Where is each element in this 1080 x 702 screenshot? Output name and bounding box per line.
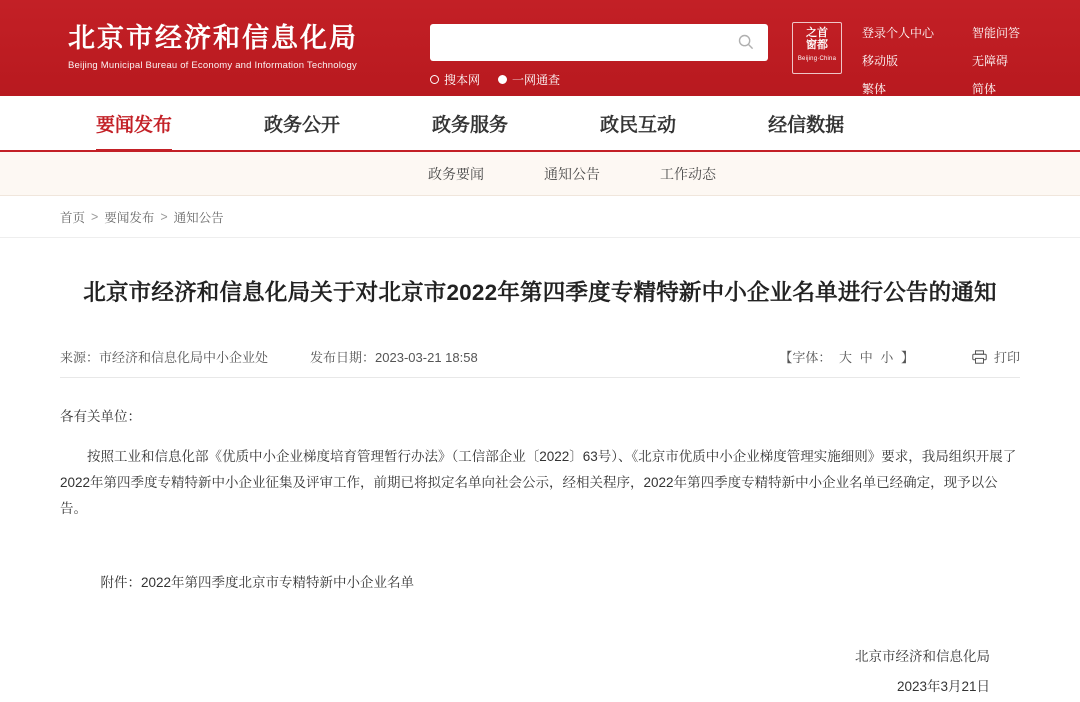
printer-icon [972,350,987,364]
emblem-text-cn [793,27,841,51]
site-logo-en: Beijing Municipal Bureau of Economy and Information Technology [68,60,357,71]
subnav-item-zhengwuyaowen[interactable]: 政务要闻 [428,165,484,182]
link-login-personal-center[interactable]: 登录个人中心 [862,26,935,40]
search-icon[interactable] [738,34,754,50]
breadcrumb-item-tongzhigonggao[interactable]: 通知公告 [173,210,224,225]
header-inner [0,0,1080,96]
main-navigation-inner [0,96,1080,150]
link-smart-qa[interactable]: 智能问答 [972,26,1021,40]
search-scope-option-site[interactable] [430,71,480,88]
subnav-item-tongzhigonggao[interactable]: 通知公告 [544,165,600,182]
article-paragraph: 各有关单位： [60,409,141,424]
link-accessibility[interactable]: 无障碍 [972,54,1009,68]
article-source [60,347,268,366]
font-size-tail: 】 [900,350,914,365]
nav-item-jingxinshuju[interactable]: 经信数据 [768,114,845,136]
signature-date: 2023年3月21日 [896,678,990,694]
article-date-value: 2023-03-21 18:58 [375,350,478,365]
radio-icon-selected [498,75,507,84]
radio-icon [430,75,439,84]
article-date-label: 发布日期： [310,350,376,365]
font-size-large[interactable]: 大 [839,350,853,365]
search-box[interactable] [430,24,768,61]
link-simplified-chinese[interactable]: 简体 [972,82,997,96]
font-size-small[interactable]: 小 [880,350,894,365]
capital-window-emblem[interactable] [792,22,842,74]
emblem-text-en: Beijing·China [797,56,837,62]
signature-org: 北京市经济和信息化局 [855,648,990,664]
font-size-label: 【字体： [779,350,832,365]
nav-item-zhengwugongkai[interactable]: 政务公开 [264,114,341,136]
search-area [430,24,770,88]
emblem-char-shou: 首 [817,27,828,39]
emblem-char-zhi: 之 [806,27,817,39]
search-scope-label-site: 搜本网 [444,73,481,87]
main-navigation [0,96,1080,152]
subnav-item-gongzuodongtai[interactable]: 工作动态 [660,165,716,182]
site-logo[interactable] [68,22,358,72]
search-scope-option-network[interactable] [498,71,560,88]
article-container [0,276,1080,702]
nav-item-yaowenfabu[interactable]: 要闻发布 [96,96,172,150]
article-source-value: 市经济和信息化局中小企业处 [99,350,269,365]
breadcrumb-separator: > [160,209,168,224]
print-button[interactable] [972,347,1020,366]
article-date [310,347,478,366]
breadcrumb-item-home[interactable]: 首页 [60,210,86,225]
link-mobile-version[interactable]: 移动版 [862,54,899,68]
link-traditional-chinese[interactable]: 繁体 [862,82,887,96]
search-scope-options [430,71,770,88]
article-body [60,404,1020,522]
emblem-char-chuang: 窗 [806,39,817,51]
emblem-char-du: 都 [817,39,828,51]
site-header [0,0,1080,96]
article-tools [777,347,1020,366]
article-signature [60,642,1020,702]
article-source-label: 来源： [60,350,100,365]
breadcrumb [0,196,1080,238]
header-utility-links [862,24,1020,97]
utility-links-column-1 [862,24,934,97]
page-title: 北京市经济和信息化局关于对北京市2022年第四季度专精特新中小企业名单进行公告的通知 [83,280,997,305]
breadcrumb-separator: > [91,209,99,224]
sub-navigation [0,152,1080,196]
search-scope-label-network: 一网通查 [512,73,561,87]
search-input[interactable] [442,25,732,60]
font-size-control [777,347,916,366]
nav-item-zhengminhudong[interactable]: 政民互动 [600,114,677,136]
breadcrumb-item-yaowenfabu[interactable]: 要闻发布 [104,210,155,225]
nav-item-zhengwufuwu[interactable]: 政务服务 [432,114,509,136]
utility-links-column-2 [972,24,1020,97]
font-size-medium[interactable]: 中 [859,350,873,365]
article-meta [60,336,1020,378]
site-logo-cn: 北京市经济和信息化局 [68,23,358,53]
print-label: 打印 [993,350,1020,365]
article-attachment[interactable]: 附件：2022年第四季度北京市专精特新中小企业名单 [100,574,415,590]
article-paragraph: 按照工业和信息化部《优质中小企业梯度培育管理暂行办法》（工信部企业〔2022〕63号）、《北京市优质中小企业梯度管理实施细则》要求，我局组织开展了2022年第四季度专精特新中小企业征集及评审工作，前期已将拟定名单向社会公示，经相关程序，2022年第四季度专精特新中小企业名单已经确定，现予以公告。 [60,448,1017,516]
